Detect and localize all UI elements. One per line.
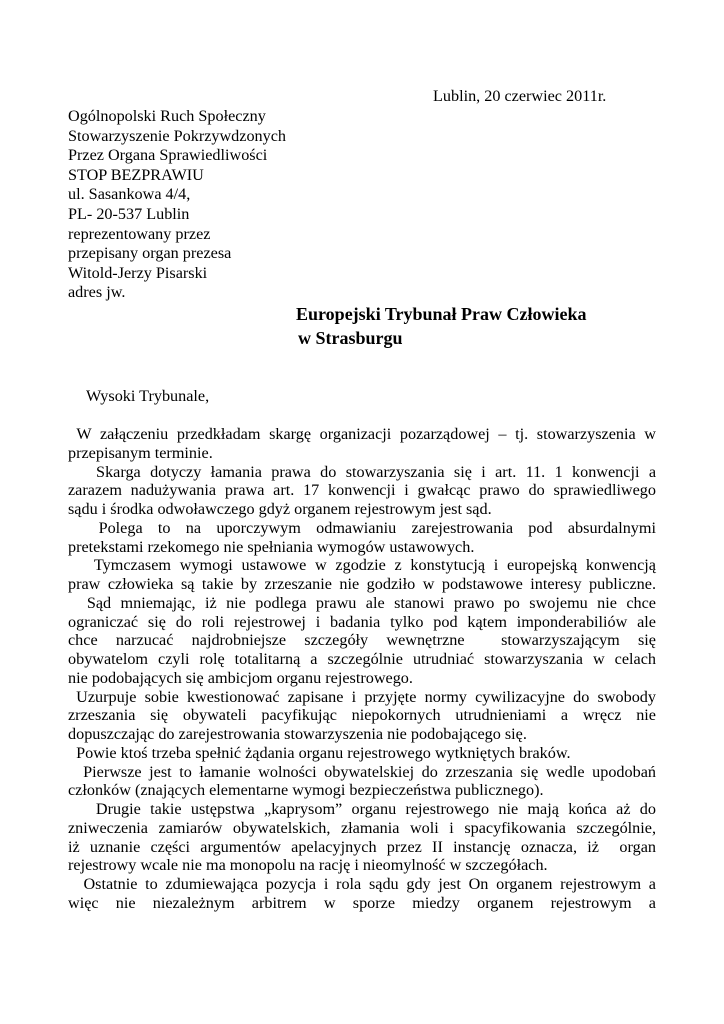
body-text-line: zniweczenia zamiarów obywatelskich, złamania woli i spacyfikowania szczególnie, <box>68 818 656 837</box>
body-text-line: pretekstami rzekomego nie spełniania wymogów ustawowych. <box>68 537 475 556</box>
body-text-line: sądu i środka odwoławczego gdyż organem rejestrowym jest sąd. <box>68 500 492 518</box>
body-text-line: rejestrowy wcale nie ma monopolu na rację i nieomylność w szczegółach. <box>68 856 548 875</box>
body-text-line: praw człowieka są takie by zrzeszanie nie godziło w podstawowe interesy publiczne. <box>68 575 656 593</box>
body-text-line: przepisanym terminie. <box>68 443 213 462</box>
body-text-line: Drugie takie ustępstwa „kaprysom” organu rejestrowego nie mają końca aż do <box>68 800 656 818</box>
sender-line: STOP BEZPRAWIU <box>68 165 204 184</box>
body-text-line: obywatelom czyli rolę totalitarną a szczególnie utrudniać stowarzyszania w celach <box>68 650 656 668</box>
sender-address-block <box>68 107 368 303</box>
body-text-line: Pierwsze jest to łamanie wolności obywatelskiej do zrzeszania się wedle upodobań <box>68 762 656 781</box>
sender-line: przepisany organ prezesa <box>68 244 232 263</box>
sender-line: adres jw. <box>68 283 126 302</box>
sender-line: Ogólnopolski Ruch Społeczny <box>68 107 266 125</box>
recipient-name: Europejski Trybunał Praw Człowieka <box>296 304 587 324</box>
body-text-line: chce narzucać najdrobniejsze szczegóły wewnętrzne stowarzyszającym się <box>68 631 656 650</box>
sender-line: Witold-Jerzy Pisarski <box>68 263 208 282</box>
recipient-city: w Strasburgu <box>298 328 403 348</box>
body-text-line: ograniczać się do roli rejestrowej i badania tylko pod kątem imponderabiliów ale <box>68 612 656 631</box>
body-text-line: Uzurpuje sobie kwestionować zapisane i przyjęte normy cywilizacyjne do swobody <box>68 687 656 706</box>
body-text-line: dopuszczając do zarejestrowania stowarzyszenia nie podobającego się. <box>68 725 527 743</box>
salutation: Wysoki Trybunale, <box>86 387 210 405</box>
body-text-line: członków (znających elementarne wymogi bezpieczeństwa publicznego). <box>68 781 544 800</box>
sender-line: reprezentowany przez <box>68 224 211 243</box>
sender-line: ul. Sasankowa 4/4, <box>68 185 191 204</box>
body-text-line: Tymczasem wymogi ustawowe w zgodzie z konstytucją i europejską konwencją <box>68 556 656 575</box>
letter-date: Lublin, 20 czerwiec 2011r. <box>433 87 607 105</box>
body-text-line: Skarga dotyczy łamania prawa do stowarzyszania się i art. 11. 1 konwencji a <box>68 462 656 481</box>
body-text-line: Sąd mniemając, iż nie podlega prawu ale stanowi prawo po swojemu nie chce <box>68 593 656 612</box>
body-text-line: zrzeszania się obywateli pacyfikując niepokornych utrudnieniami a wręcz nie <box>68 706 656 725</box>
body-text-line: zarazem nadużywania prawa art. 17 konwencji i gwałcąc prawo do sprawiedliwego <box>68 481 656 500</box>
body-text-line: iż uznanie części argumentów apelacyjnych przez II instancję oznacza, iż organ <box>68 837 656 856</box>
body-text-line: Polega to na uporczywym odmawianiu zarejestrowania pod absurdalnymi <box>68 518 656 537</box>
body-text-line: W załączeniu przedkładam skargę organizacji pozarządowej – tj. stowarzyszenia w <box>68 425 656 443</box>
letter-body <box>68 425 656 913</box>
sender-line: Przez Organa Sprawiedliwości <box>68 146 268 165</box>
recipient-block <box>296 302 587 350</box>
body-text-line: Powie ktoś trzeba spełnić żądania organu rejestrowego wytkniętych braków. <box>68 743 571 762</box>
sender-line: PL- 20-537 Lublin <box>68 204 190 223</box>
body-text-line: Ostatnie to zdumiewająca pozycja i rola sądu gdy jest On organem rejestrowym a <box>68 875 656 893</box>
body-text-line: nie podobających się ambicjom organu rejestrowego. <box>68 668 413 687</box>
body-text-line: więc nie niezależnym arbitrem w sporze miedzy organem rejestrowym a <box>68 893 656 912</box>
sender-line: Stowarzyszenie Pokrzywdzonych <box>68 126 287 145</box>
